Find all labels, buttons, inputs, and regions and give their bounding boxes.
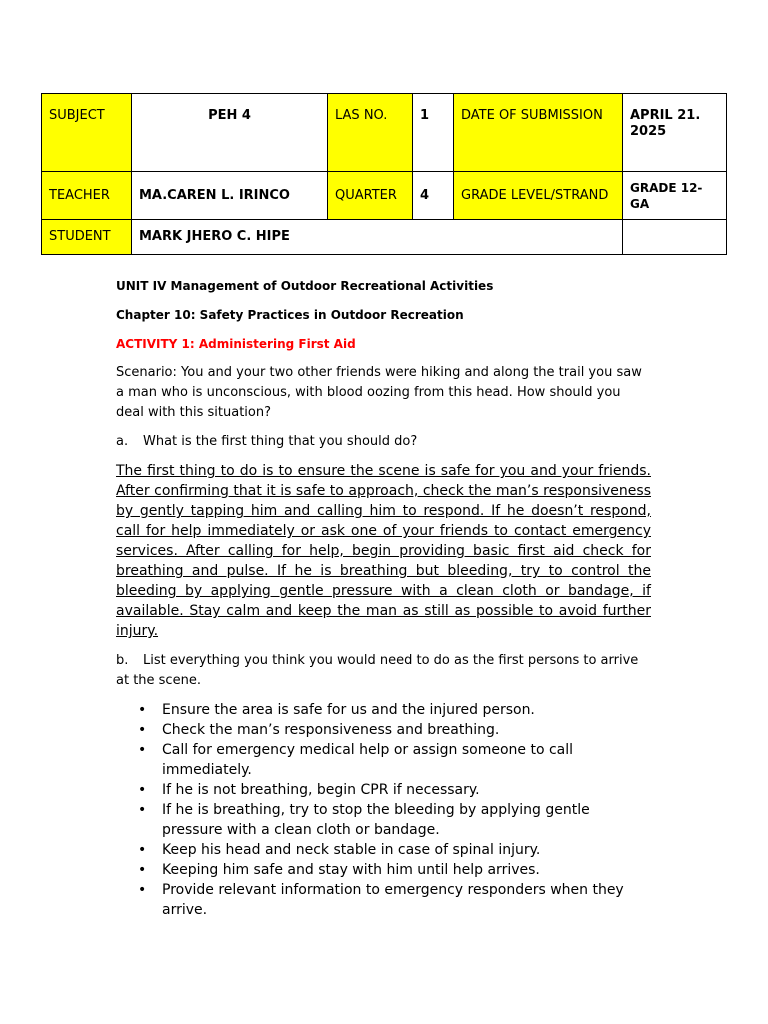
list-item: • Keep his head and neck stable in case of spinal injury. [116,840,651,860]
las-label: LAS NO. [328,94,413,172]
student-value: MARK JHERO C. HIPE [132,220,623,255]
grade-value: GRADE 12- GA [623,172,727,220]
list-item: • Ensure the area is safe for us and the injured person. [116,700,651,720]
list-item: • Provide relevant information to emergency responders when they arrive. [116,880,651,920]
subject-label: SUBJECT [42,94,132,172]
unit-title: UNIT IV Management of Outdoor Recreational Activities [116,279,494,293]
question-b-label: b. [116,653,129,668]
question-a-label: a. [116,434,129,449]
teacher-label: TEACHER [42,172,132,220]
grade-label: GRADE LEVEL/STRAND [454,172,623,220]
question-a-text: What is the first thing that you should do? [143,434,418,449]
question-b-text: List everything you think you would need to do as the first persons to arrive at the scene. [116,653,639,688]
date-value: APRIL 21. 2025 [623,94,727,172]
las-value: 1 [413,94,454,172]
quarter-label: QUARTER [328,172,413,220]
teacher-value: MA.CAREN L. IRINCO [132,172,328,220]
question-b [116,651,651,691]
question-a [116,432,651,452]
list-item: • Check the man’s responsiveness and breathing. [116,720,651,740]
activity-title: ACTIVITY 1: Administering First Aid [116,337,356,351]
subject-value: PEH 4 [132,94,328,172]
list-item: • If he is not breathing, begin CPR if necessary. [116,780,651,800]
list-item: • Keeping him safe and stay with him until help arrives. [116,860,651,880]
answer-a: The first thing to do is to ensure the scene is safe for you and your friends. After confirming that it is safe to approach, check the man’s responsiveness by gently tapping him and calling him to respond. If he doesn’t respond, call for help immediately or ask one of your friends to contact emergency services. After calling for help, begin providing basic first aid check for breathing and pulse. If he is breathing but bleeding, try to control the bleeding by applying gentle pressure with a clean cloth or bandage, if available. Stay calm and keep the man as still as possible to avoid further injury. [116,463,651,639]
chapter-title: Chapter 10: Safety Practices in Outdoor Recreation [116,308,464,322]
student-label: STUDENT [42,220,132,255]
answer-b-list [116,700,651,920]
scenario-text: Scenario: You and your two other friends were hiking and along the trail you saw a man who is unconscious, with blood oozing from this head. How should you deal with this situation? [116,365,642,420]
date-label: DATE OF SUBMISSION [454,94,623,172]
list-item: • If he is breathing, try to stop the bleeding by applying gentle pressure with a clean cloth or bandage. [116,800,651,840]
info-table [41,93,727,255]
document-body [116,276,651,920]
quarter-value: 4 [413,172,454,220]
empty-cell [623,220,727,255]
list-item: • Call for emergency medical help or assign someone to call immediately. [116,740,651,780]
